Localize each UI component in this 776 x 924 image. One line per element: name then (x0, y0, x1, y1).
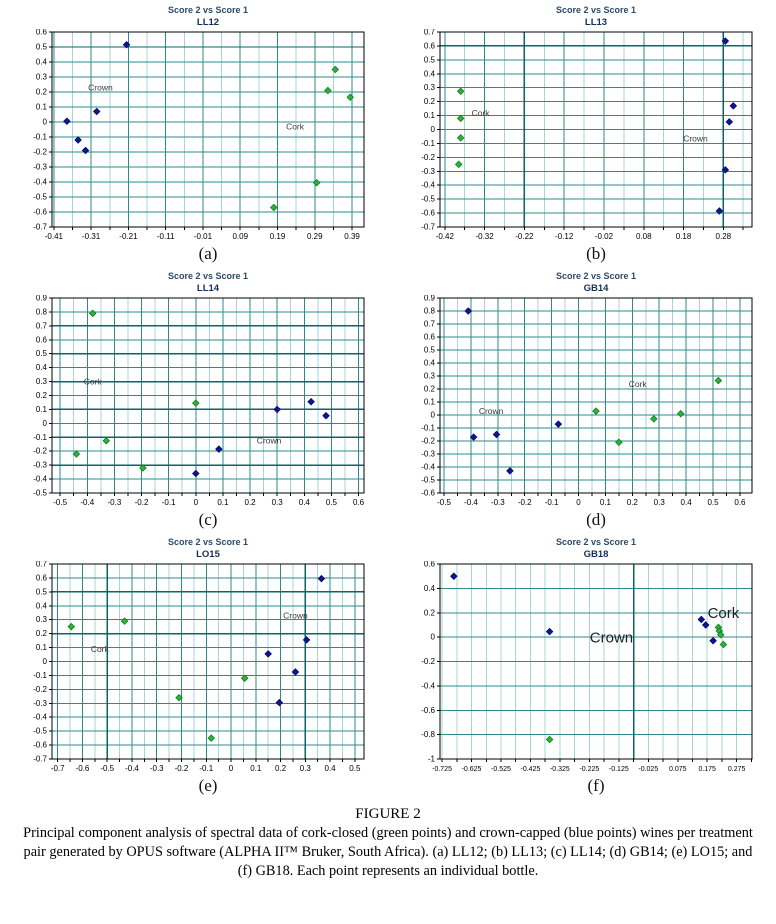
svg-text:-0.4: -0.4 (464, 498, 478, 507)
svg-text:0.5: 0.5 (423, 55, 435, 65)
svg-text:-0.2: -0.2 (421, 436, 435, 446)
svg-text:0.1: 0.1 (250, 764, 262, 773)
svg-text:-0.3: -0.3 (421, 449, 435, 459)
svg-text:0.5: 0.5 (349, 764, 361, 773)
svg-text:0.5: 0.5 (325, 498, 338, 507)
svg-text:-0.31: -0.31 (82, 232, 101, 241)
svg-text:0.28: 0.28 (715, 232, 732, 241)
svg-text:0.4: 0.4 (298, 498, 310, 507)
svg-text:0.2: 0.2 (423, 384, 435, 394)
svg-text:0.1: 0.1 (599, 498, 611, 507)
svg-text:-0.2: -0.2 (33, 684, 47, 694)
plot-letter: (c) (198, 510, 218, 529)
svg-text:0.1: 0.1 (217, 498, 229, 507)
plot-gb18 (388, 536, 776, 796)
svg-text:-0.4: -0.4 (421, 462, 435, 472)
svg-text:0.8: 0.8 (35, 307, 47, 317)
svg-text:0.29: 0.29 (307, 232, 323, 241)
svg-text:0.4: 0.4 (324, 764, 336, 773)
svg-text:0.2: 0.2 (35, 629, 47, 639)
svg-text:0.075: 0.075 (668, 766, 687, 773)
svg-text:0.6: 0.6 (35, 335, 47, 345)
figure-caption-line: (f) GB18. Each point represents an individual bottle. (237, 863, 539, 879)
svg-text:0: 0 (228, 764, 234, 773)
svg-text:0.4: 0.4 (423, 358, 435, 368)
svg-text:-0.2: -0.2 (33, 446, 47, 456)
svg-text:0.4: 0.4 (423, 69, 435, 79)
svg-text:-0.3: -0.3 (33, 162, 47, 172)
svg-text:-0.1: -0.1 (33, 670, 47, 680)
figure-caption-line: Principal component analysis of spectral data of cork-closed (green points) and crown-capped (blue points) wines per treatment (23, 825, 753, 841)
svg-text:0.5: 0.5 (35, 42, 47, 52)
svg-text:0.7: 0.7 (35, 321, 47, 331)
svg-text:0.6: 0.6 (423, 41, 435, 51)
svg-text:-0.22: -0.22 (515, 232, 534, 241)
svg-text:Crown: Crown (589, 629, 634, 647)
svg-text:-0.325: -0.325 (549, 766, 570, 773)
svg-text:-0.2: -0.2 (134, 498, 149, 507)
svg-text:-0.6: -0.6 (75, 764, 90, 773)
svg-text:0: 0 (430, 632, 435, 642)
plot-ll13 (388, 4, 776, 264)
svg-text:-0.5: -0.5 (53, 498, 68, 507)
svg-text:0.5: 0.5 (35, 349, 47, 359)
svg-text:-0.4: -0.4 (125, 764, 139, 773)
svg-text:-0.4: -0.4 (421, 180, 435, 190)
svg-text:-0.32: -0.32 (475, 232, 494, 241)
plot-letter: (f) (587, 776, 605, 795)
figure-caption-line: pair generated by OPUS software (ALPHA II™ Bruker, South Africa). (a) LL12; (b) LL13; (c) LL14; (d) GB14; (e) LO15; and (23, 844, 753, 860)
plot-title: Score 2 vs Score 1 (167, 5, 249, 15)
svg-text:-0.6: -0.6 (421, 705, 435, 715)
svg-text:0.4: 0.4 (423, 583, 435, 593)
svg-text:-0.5: -0.5 (33, 726, 47, 736)
scatter-plot-canvas (0, 561, 388, 775)
svg-text:-0.1: -0.1 (544, 498, 559, 507)
svg-text:-0.5: -0.5 (421, 194, 435, 204)
svg-text:-0.5: -0.5 (421, 475, 435, 485)
svg-text:-0.5: -0.5 (100, 764, 115, 773)
svg-text:-0.6: -0.6 (33, 740, 47, 750)
plot-subtitle: LL13 (584, 17, 608, 28)
svg-text:0.7: 0.7 (423, 29, 435, 37)
svg-text:0.6: 0.6 (734, 498, 746, 507)
svg-text:-0.2: -0.2 (33, 147, 47, 157)
svg-text:Cork: Cork (471, 107, 490, 118)
svg-text:-0.6: -0.6 (421, 488, 435, 498)
svg-text:0.2: 0.2 (423, 97, 435, 107)
svg-text:-0.3: -0.3 (33, 460, 47, 470)
svg-text:-0.7: -0.7 (421, 222, 435, 232)
svg-text:0: 0 (430, 410, 435, 420)
plot-title: Score 2 vs Score 1 (167, 537, 249, 547)
plot-subtitle: LL12 (196, 17, 220, 28)
svg-text:0.2: 0.2 (244, 498, 256, 507)
svg-text:0.3: 0.3 (299, 764, 311, 773)
svg-text:0.6: 0.6 (35, 29, 47, 37)
svg-text:0: 0 (42, 418, 47, 428)
plot-gb14 (388, 270, 776, 530)
svg-text:-0.2: -0.2 (421, 657, 435, 666)
plot-title: Score 2 vs Score 1 (555, 271, 637, 281)
svg-text:Cork: Cork (286, 121, 305, 132)
figure-caption-title: FIGURE 2 (355, 806, 421, 822)
svg-text:-0.7: -0.7 (33, 754, 47, 764)
svg-text:-0.425: -0.425 (520, 766, 541, 773)
svg-text:0: 0 (193, 498, 199, 507)
svg-text:0.2: 0.2 (423, 608, 435, 618)
svg-text:-0.125: -0.125 (608, 766, 629, 773)
svg-text:0.9: 0.9 (423, 295, 435, 303)
plot-ll14 (0, 270, 388, 530)
svg-text:-0.7: -0.7 (50, 764, 65, 773)
svg-text:-0.1: -0.1 (33, 132, 47, 142)
svg-text:0: 0 (430, 125, 435, 134)
plot-subtitle: LL14 (196, 283, 220, 294)
svg-text:Crown: Crown (283, 610, 308, 621)
svg-text:0.6: 0.6 (423, 561, 435, 569)
svg-text:-0.2: -0.2 (517, 498, 532, 507)
svg-text:Crown: Crown (683, 133, 708, 144)
svg-text:Crown: Crown (478, 406, 504, 417)
svg-text:0.2: 0.2 (35, 391, 47, 400)
svg-text:0.3: 0.3 (35, 377, 47, 387)
figure-caption (0, 804, 776, 881)
svg-text:Crown: Crown (256, 435, 282, 446)
svg-text:0.18: 0.18 (675, 232, 692, 241)
svg-text:0.5: 0.5 (423, 345, 435, 355)
svg-text:-0.1: -0.1 (421, 138, 435, 148)
svg-text:-0.21: -0.21 (119, 232, 138, 241)
svg-text:-0.1: -0.1 (199, 764, 214, 773)
svg-text:0.6: 0.6 (353, 498, 365, 507)
svg-text:0: 0 (42, 117, 47, 127)
svg-text:0.2: 0.2 (274, 764, 287, 773)
svg-text:-0.11: -0.11 (156, 232, 175, 241)
svg-text:0.3: 0.3 (271, 498, 283, 507)
svg-text:0: 0 (42, 657, 47, 666)
svg-text:-0.525: -0.525 (491, 766, 511, 773)
svg-text:-0.1: -0.1 (161, 498, 176, 507)
svg-text:0.4: 0.4 (35, 363, 47, 373)
svg-text:Cork: Cork (90, 643, 109, 654)
svg-text:0.5: 0.5 (35, 587, 47, 597)
svg-text:-0.2: -0.2 (174, 764, 189, 773)
svg-text:0.1: 0.1 (35, 102, 47, 112)
scatter-plot-canvas (388, 561, 776, 775)
svg-text:Cork: Cork (707, 605, 740, 622)
plot-title: Score 2 vs Score 1 (555, 537, 637, 547)
svg-text:-0.5: -0.5 (437, 498, 451, 507)
scatter-plot-canvas (0, 295, 388, 509)
svg-text:Cork: Cork (83, 376, 102, 387)
plot-title: Score 2 vs Score 1 (167, 271, 249, 281)
svg-text:-0.225: -0.225 (579, 766, 600, 773)
svg-text:-0.4: -0.4 (33, 712, 47, 722)
svg-text:0.1: 0.1 (423, 397, 435, 407)
plot-ll12 (0, 4, 388, 264)
svg-text:-0.6: -0.6 (33, 207, 47, 217)
plot-letter: (e) (198, 776, 218, 795)
svg-text:-0.3: -0.3 (33, 698, 47, 708)
svg-text:-0.4: -0.4 (33, 177, 47, 187)
svg-text:0.1: 0.1 (423, 111, 435, 121)
svg-text:0.4: 0.4 (35, 601, 47, 611)
svg-text:0.7: 0.7 (35, 561, 47, 569)
plot-letter: (d) (586, 510, 606, 529)
svg-text:0.3: 0.3 (653, 498, 665, 507)
svg-text:-0.4: -0.4 (33, 474, 47, 484)
plot-subtitle: GB14 (583, 283, 609, 294)
plot-letter: (a) (198, 244, 218, 263)
svg-text:-0.625: -0.625 (461, 766, 482, 773)
svg-text:0.4: 0.4 (35, 57, 47, 67)
svg-text:-0.725: -0.725 (432, 766, 452, 773)
svg-text:-0.3: -0.3 (107, 498, 122, 507)
svg-text:-0.3: -0.3 (490, 498, 505, 507)
svg-text:0.3: 0.3 (423, 371, 435, 381)
plot-subtitle: LO15 (196, 549, 220, 560)
plot-letter: (b) (586, 244, 606, 263)
svg-text:-0.4: -0.4 (421, 681, 435, 691)
scatter-plot-canvas (0, 29, 388, 243)
svg-text:0.6: 0.6 (423, 332, 435, 342)
svg-text:-0.8: -0.8 (421, 730, 435, 740)
svg-text:0.19: 0.19 (269, 232, 286, 241)
svg-text:0.8: 0.8 (423, 306, 435, 316)
svg-text:-1: -1 (427, 754, 435, 764)
svg-text:-0.1: -0.1 (33, 432, 47, 442)
svg-text:0.9: 0.9 (35, 295, 47, 303)
svg-text:Cork: Cork (628, 378, 647, 389)
svg-text:-0.4: -0.4 (80, 498, 95, 507)
svg-text:0.1: 0.1 (35, 404, 47, 414)
svg-text:0: 0 (576, 498, 581, 507)
svg-text:-0.6: -0.6 (421, 208, 435, 218)
svg-text:-0.5: -0.5 (33, 192, 47, 202)
svg-text:-0.2: -0.2 (421, 152, 435, 162)
svg-text:0.39: 0.39 (344, 232, 360, 241)
plot-subtitle: GB18 (583, 549, 609, 560)
svg-text:0.08: 0.08 (635, 232, 652, 241)
svg-text:0.2: 0.2 (626, 498, 638, 507)
svg-text:0.3: 0.3 (35, 72, 47, 82)
svg-text:-0.01: -0.01 (193, 232, 213, 241)
scatter-plot-canvas (388, 29, 776, 243)
svg-text:0.3: 0.3 (35, 615, 47, 625)
svg-text:0.2: 0.2 (35, 87, 47, 97)
svg-text:0.3: 0.3 (423, 83, 435, 93)
svg-text:-0.12: -0.12 (555, 232, 574, 241)
plot-title: Score 2 vs Score 1 (555, 5, 637, 15)
scatter-plot-canvas (388, 295, 776, 509)
svg-text:-0.42: -0.42 (435, 232, 454, 241)
svg-text:0.1: 0.1 (35, 643, 47, 653)
svg-text:-0.41: -0.41 (44, 232, 63, 241)
svg-text:0.4: 0.4 (680, 498, 692, 507)
svg-text:-0.1: -0.1 (421, 423, 435, 433)
plot-lo15 (0, 536, 388, 796)
svg-text:0.275: 0.275 (727, 766, 746, 773)
svg-text:0.09: 0.09 (232, 232, 249, 241)
svg-text:0.5: 0.5 (707, 498, 719, 507)
svg-text:0.7: 0.7 (423, 319, 435, 329)
svg-text:-0.5: -0.5 (33, 488, 47, 498)
svg-text:-0.025: -0.025 (638, 766, 659, 773)
svg-text:-0.7: -0.7 (33, 222, 47, 232)
svg-text:-0.3: -0.3 (421, 166, 435, 176)
svg-text:0.175: 0.175 (698, 766, 716, 773)
svg-text:Crown: Crown (88, 82, 113, 93)
svg-text:-0.3: -0.3 (149, 764, 164, 773)
svg-text:-0.02: -0.02 (594, 232, 614, 241)
svg-text:0.6: 0.6 (35, 573, 47, 583)
